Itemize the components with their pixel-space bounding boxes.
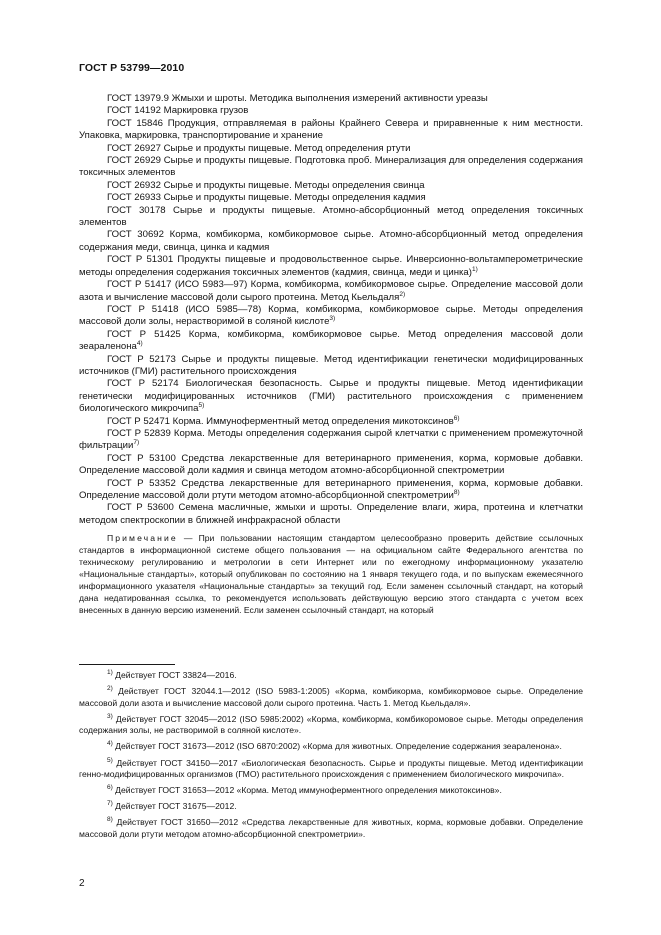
reference-item: ГОСТ Р 53600 Семена масличные, жмыхи и шроты. Определение влаги, жира, протеина и клетчатки методом спектроскопии в ближней инфракрасной области xyxy=(79,502,583,526)
reference-item: ГОСТ 26927 Сырье и продукты пищевые. Метод определения ртути xyxy=(107,142,411,154)
footnote-mark: 7) xyxy=(107,800,113,808)
footnote-ref: 7) xyxy=(133,439,140,447)
reference-item: ГОСТ Р 52839 Корма. Методы определения содержания сырой клетчатки с применением промежуточной фильтрации$^{7)}$ xyxy=(79,427,583,452)
footnote-mark: 8) xyxy=(107,816,113,824)
footnote-mark: 6) xyxy=(107,784,113,792)
note-paragraph xyxy=(79,533,583,616)
footnote-ref: 1) xyxy=(471,265,478,273)
reference-item: ГОСТ Р 51301 Продукты пищевые и продовольственное сырье. Инверсионно-вольтамперометрические методы определения содержания токсичных элементов (кадмия, свинца, меди и цинка)$^{1)}$ xyxy=(79,254,583,278)
reference-item: ГОСТ Р 51418 (ИСО 5985—78) Корма, комбикорма, комбикормовое сырье. Методы определения массовой доли золы, нерастворимой в соляной кислоте$^{3)}$ xyxy=(79,303,583,328)
reference-item: ГОСТ Р 51425 Корма, комбикорма, комбикормовое сырье. Метод определения массовой доли зеараленона$^{4)}$ xyxy=(79,328,583,353)
page-header-standard-code: ГОСТ Р 53799—2010 xyxy=(79,62,185,74)
reference-item: ГОСТ 26932 Сырье и продукты пищевые. Методы определения свинца xyxy=(107,179,425,191)
footnote-mark: 2) xyxy=(107,685,113,693)
footnote-item: $^{5)}$ Действует ГОСТ 34150—2017 «Биологическая безопасность. Сырье и продукты пищевые. Метод идентификации генно-модифицированных организмов (ГМО) растительного происхождения с применением биологического микрочипа». xyxy=(79,756,583,780)
footnotes-list xyxy=(79,670,583,845)
note-label: Примечание xyxy=(107,533,178,544)
footnote-mark: 1) xyxy=(107,669,113,676)
main-text xyxy=(79,93,583,617)
reference-item: ГОСТ Р 51417 (ИСО 5983—97) Корма, комбикорма, комбикормовое сырье. Определение массовой доли азота и вычисление массовой доли сырого протеина. Метод Кьельдаля$^{2)}$ xyxy=(79,279,583,303)
footnote-item: $^{6)}$ Действует ГОСТ 31653—2012 «Корма. Метод иммуноферментного определения микотоксинов». xyxy=(107,784,502,796)
reference-item: ГОСТ 30178 Сырье и продукты пищевые. Атомно-абсорбционный метод определения токсичных элементов xyxy=(79,204,583,229)
footnote-item: $^{4)}$ Действует ГОСТ 31673—2012 (ISO 6870:2002) «Корма для животных. Определение содержания зеараленона». xyxy=(107,740,562,752)
reference-item: ГОСТ Р 52471 Корма. Иммуноферментный метод определения микотоксинов$^{6)}$ xyxy=(107,414,460,427)
footnote-ref: 5) xyxy=(198,402,205,410)
reference-item: ГОСТ Р 52174 Биологическая безопасность. Сырье и продукты пищевые. Метод идентификации генетически модифицированных источников (ГМИ) растительного происхождения с применением биологического микрочипа$^{5)}$ xyxy=(79,378,583,415)
reference-item: ГОСТ 15846 Продукция, отправляемая в районы Крайнего Севера и приравненные к ним местности. Упаковка, маркировка, транспортирование и хранение xyxy=(79,117,583,142)
reference-item: ГОСТ Р 53352 Средства лекарственные для ветеринарного применения, корма, кормовые добавки. Определение массовой доли ртути методом атомно-абсорбционной спектрометрии$^{8)}$ xyxy=(79,477,583,501)
footnote-divider xyxy=(79,664,175,665)
reference-item: ГОСТ 26933 Сырье и продукты пищевые. Методы определения кадмия xyxy=(107,192,426,204)
footnote-mark: 5) xyxy=(107,756,113,764)
page-number: 2 xyxy=(79,878,85,889)
footnote-item: $^{3)}$ Действует ГОСТ 32045—2012 (ISO 5985:2002) «Корма, комбикорма, комбикоромовое сырье. Методы определения содержания золы, не растворимой в соляной кислоте». xyxy=(79,712,583,736)
reference-item: ГОСТ 13979.9 Жмыхи и шроты. Методика выполнения измерений активности уреазы xyxy=(107,93,488,104)
footnote-ref: 4) xyxy=(136,340,143,348)
reference-item: ГОСТ 26929 Сырье и продукты пищевые. Подготовка проб. Минерализация для определения содержания токсичных элементов xyxy=(79,155,583,179)
footnote-ref: 8) xyxy=(453,489,460,496)
footnote-ref: 3) xyxy=(329,315,336,323)
reference-item: ГОСТ 14192 Маркировка грузов xyxy=(107,105,249,117)
footnote-item: $^{7)}$ Действует ГОСТ 31675—2012. xyxy=(107,800,237,812)
footnote-ref: 2) xyxy=(399,290,406,298)
footnote-item: $^{8)}$ Действует ГОСТ 31650—2012 «Средства лекарственные для животных, корма, кормовые добавки. Определение массовой доли ртути методом атомно-абсорбционной спектрометрии». xyxy=(79,816,584,840)
reference-item: ГОСТ Р 53100 Средства лекарственные для ветеринарного применения, корма, кормовые добавки. Определение массовой доли кадмия и свинца методом атомно-абсорбционной спектрометрии xyxy=(79,452,583,477)
footnote-item: $^{2)}$ Действует ГОСТ 32044.1—2012 (ISO 5983-1:2005) «Корма, комбикорма, комбикормовое сырье. Определение массовой доли азота и вычисление массовой доли сырого протеина. Часть 1. Метод Кьельдаля». xyxy=(79,685,583,708)
normative-references-list xyxy=(79,93,583,527)
reference-item: ГОСТ Р 52173 Сырье и продукты пищевые. Метод идентификации генетически модифицированных источников (ГМИ) растительного происхождения xyxy=(79,353,583,377)
footnote-mark: 3) xyxy=(107,712,113,720)
footnote-ref: 6) xyxy=(453,414,460,422)
footnote-mark: 4) xyxy=(107,740,113,748)
reference-item: ГОСТ 30692 Корма, комбикорма, комбикормовое сырье. Атомно-абсорбционный метод определения содержания меди, свинца, цинка и кадмия xyxy=(79,229,583,253)
footnote-item: $^{1)}$ Действует ГОСТ 33824—2016. xyxy=(107,669,237,680)
note-text: — При пользовании настоящим стандартом целесообразно проверить действие ссылочных стандартов в информационной системе общего пользования — на официальном сайте Федерального агентства по техническому регулированию и метрологии в сети Интернет или по ежегодному информационному указателю «Национальные стандарты», который опубликован по состоянию на 1 января текущего года, и по выпускам ежемесячного информационного указателя «Национальные стандарты» за текущий год. Если заменен ссылочный стандарт, на который дана недатированная ссылка, то рекомендуется использовать действующую версию этого стандарта с учетом всех внесенных в данную версию изменений. Если заменен ссылочный стандарт, на который xyxy=(79,533,583,615)
